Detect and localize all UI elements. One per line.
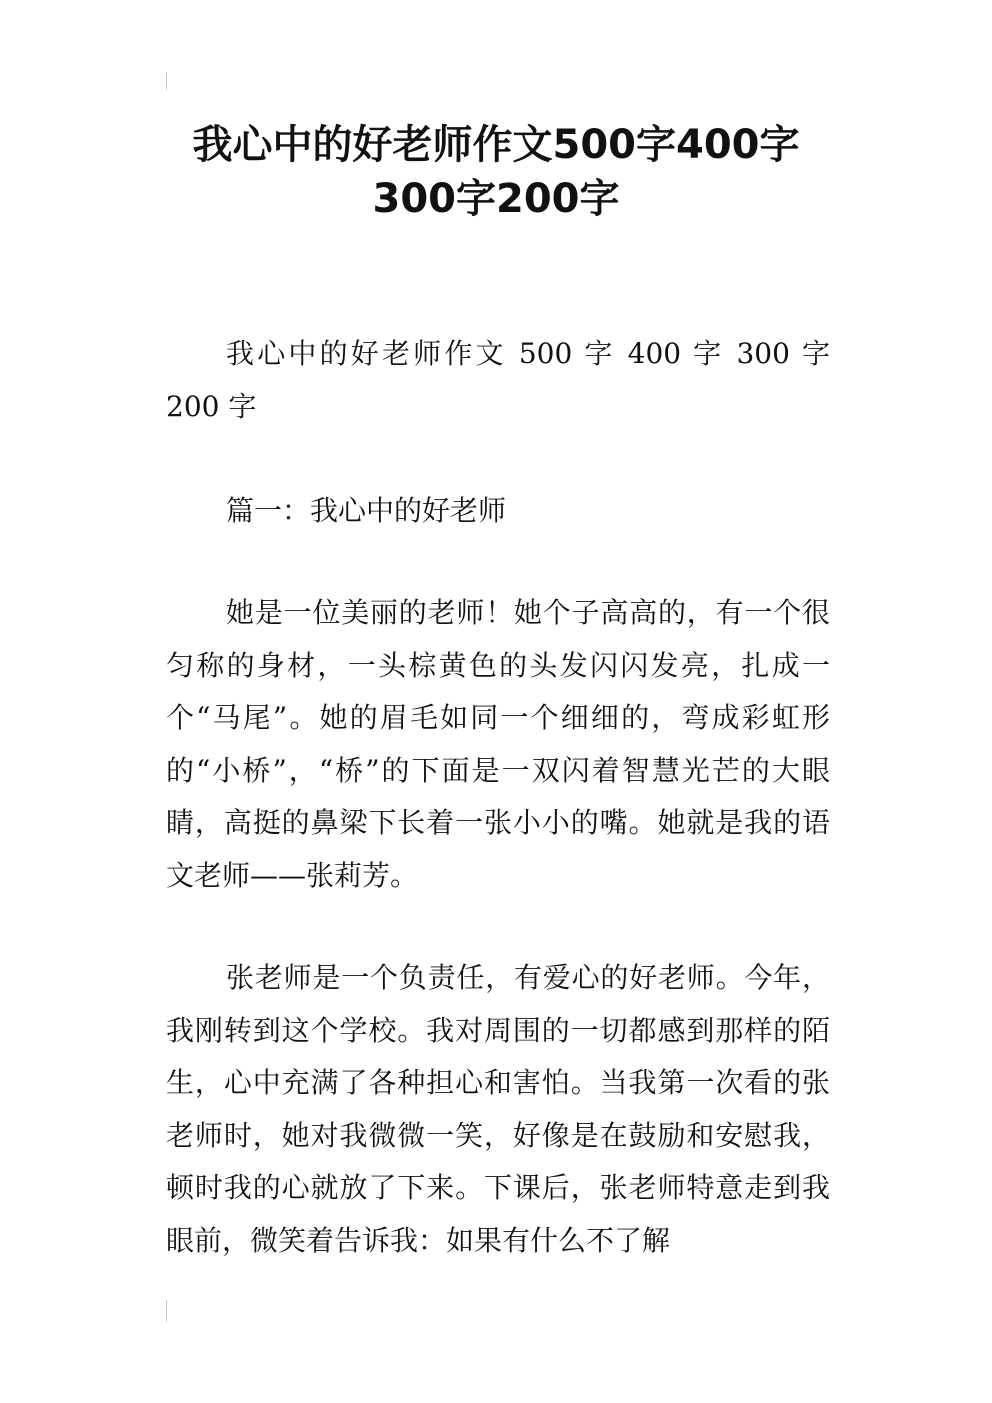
crop-mark-top — [166, 72, 167, 90]
section-heading: 篇一：我心中的好老师 — [226, 494, 507, 527]
paragraph: 张老师是一个负责任，有爱心的好老师。今年，我刚转到这个学校。我对周围的一切都感到那样的陌生，心中充满了各种担心和害怕。当我第一次看的张老师时，她对我微微一笑，好像是在鼓励和安慰我，顿时我的心就放了下来。下课后，张老师特意走到我眼前，微笑着告诉我：如果有什么不了解 — [166, 961, 830, 1257]
crop-mark-bottom — [166, 1300, 167, 1322]
document-title: 我心中的好老师作文500字400字300字200字 — [192, 122, 800, 222]
paragraph: 她是一位美丽的老师！她个子高高的，有一个很匀称的身材，一头棕黄色的头发闪闪发亮，扎成一个“马尾”。她的眉毛如同一个细细的，弯成彩虹形的“小桥”，“桥”的下面是一双闪着智慧光芒的大眼睛，高挺的鼻梁下长着一张小小的嘴。她就是我的语文老师——张莉芳。 — [166, 596, 830, 892]
document-subtitle: 我心中的好老师作文 500 字 400 字 300 字 200 字 — [166, 337, 830, 423]
